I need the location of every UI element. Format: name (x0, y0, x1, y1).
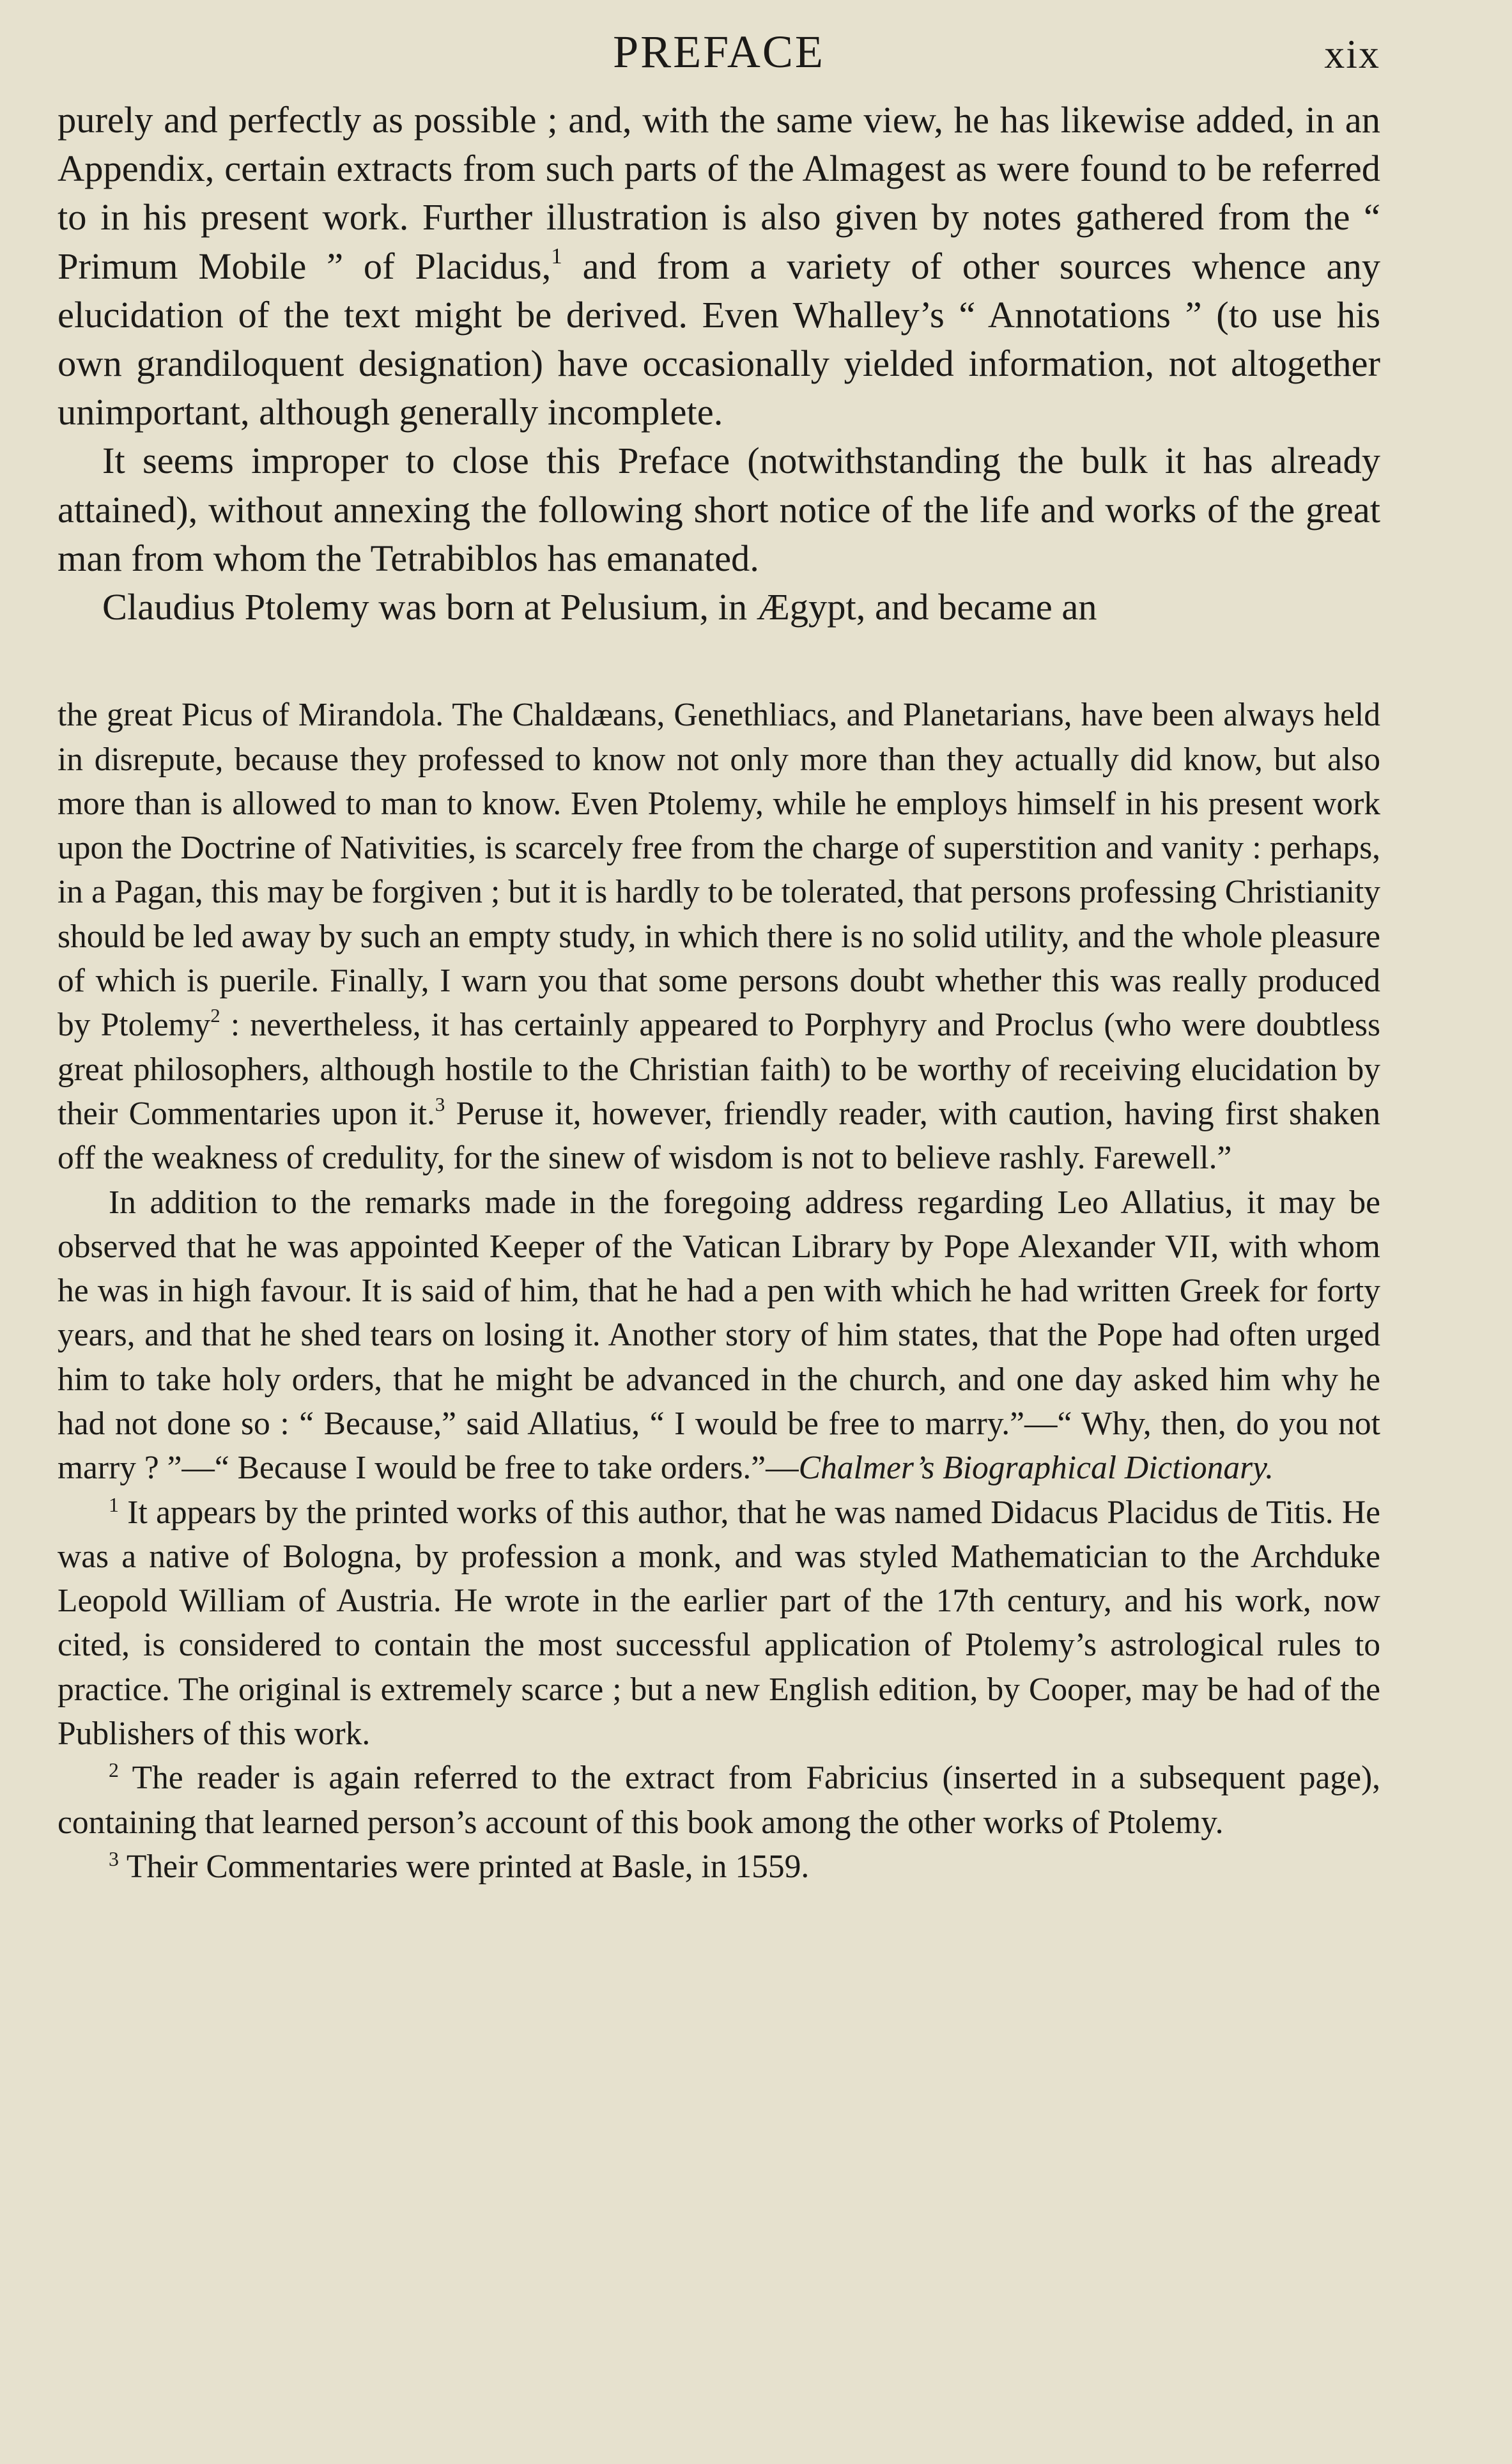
note-continuation-text-a: the great Picus of Mirandola. The Chaldæans, Genethliacs, and Planetarians, have been always held in disrepute, because they professed to know not only more than they actually did know, but also more than is allowed to man to know. Even Ptolemy, while he employs himself in his present work upon the Doctrine of Nativities, is scarcely free from the charge of superstition and vanity : perhaps, in a Pagan, this may be forgiven ; but it is hardly to be tolerated, that persons professing Christianity should be led away by such an empty study, in which there is no solid utility, and the whole pleasure of which is puerile. Finally, I warn you that some persons doubt whether this was really produced by Ptolemy (58, 697, 1380, 1044)
footnote-3 (58, 1845, 1380, 1889)
note-allatius (58, 1181, 1380, 1491)
footnote-2-text: The reader is again referred to the extract from Fabricius (inserted in a subsequent page), containing that learned person’s account of this book among the other works of Ptolemy. (58, 1760, 1380, 1841)
note-continuation (58, 693, 1380, 1180)
book-page (58, 26, 1380, 1889)
note-allatius-source: Chalmer’s Biographical Dictionary. (798, 1450, 1274, 1487)
footnote-1 (58, 1491, 1380, 1756)
running-head: PREFACE (613, 26, 825, 77)
main-text (58, 96, 1380, 631)
note-allatius-text: In addition to the remarks made in the foregoing address regarding Leo Allatius, it may be observed that he was appointed Keeper of the Vatican Library by Pope Alexander VII, with whom he was in high favour. It is said of him, that he had a pen with which he had written Greek for forty years, and that he shed tears on losing it. Another story of him states, that the Pope had often urged him to take holy orders, that he might be advanced in the church, and one day asked him why he had not done so : “ Because,” said Allatius, “ I would be free to marry.”—“ Why, then, do you not marry ? ”—“ Because I would be free to take orders.”— (58, 1184, 1380, 1487)
paragraph-2: It seems improper to close this Preface (notwithstanding the bulk it has already attained), without annexing the following short notice of the life and works of the great man from whom the Tetrabiblos has emanated. (58, 440, 1380, 579)
footnote-ref-2: 2 (210, 1004, 220, 1027)
footnote-ref-1: 1 (551, 243, 562, 268)
page-number: xix (1324, 31, 1380, 77)
footnote-3-number: 3 (109, 1847, 119, 1870)
footnote-2-number: 2 (109, 1759, 119, 1782)
paragraph-1 (58, 96, 1380, 437)
note-continuation-text-b: : nevertheless, it has certainly appeared to Porphyry and Proclus (who were doubtless great philosophers, although hostile to the Christian faith) to be worthy of receiving elucidation by their Commentaries upon it. (58, 1007, 1380, 1132)
paragraph-1-text-a: purely and perfectly as possible ; and, with the same view, he has likewise added, in an Appendix, certain extracts from such parts of the Almagest as were found to be referred to in his present work. Further illustration is also given by notes gathered from the “ Primum Mobile ” of Placidus, (58, 99, 1380, 287)
footnote-1-text: It appears by the printed works of this author, that he was named Didacus Placidus de Titis. He was a native of Bologna, by profession a monk, and was styled Mathematician to the Archduke Leopold William of Austria. He wrote in the earlier part of the 17th century, and his work, now cited, is considered to contain the most successful application of Ptolemy’s astrological rules to practice. The original is extremely scarce ; but a new English edition, by Cooper, may be had of the Publishers of this work. (58, 1494, 1380, 1753)
footnote-1-number: 1 (109, 1493, 119, 1516)
notes-section (58, 693, 1380, 1889)
paragraph-3: Claudius Ptolemy was born at Pelusium, in Ægypt, and became an (102, 586, 1097, 628)
footnote-3-text: Their Commentaries were printed at Basle, in 1559. (118, 1848, 810, 1885)
footnote-ref-3: 3 (435, 1092, 445, 1115)
paragraph-1-text-b: and from a variety of other sources whence any elucidation of the text might be derived. Even Whalley’s “ Annotations ” (to use his own grandiloquent designation) have occasionally yielded information, not altogether unimportant, although generally incomplete. (58, 245, 1380, 433)
footnote-2 (58, 1756, 1380, 1845)
note-continuation-text-c: Peruse it, however, friendly reader, with caution, having first shaken off the weakness of credulity, for the sinew of wisdom is not to believe rashly. Farewell.” (58, 1095, 1381, 1177)
page-header (58, 26, 1380, 96)
